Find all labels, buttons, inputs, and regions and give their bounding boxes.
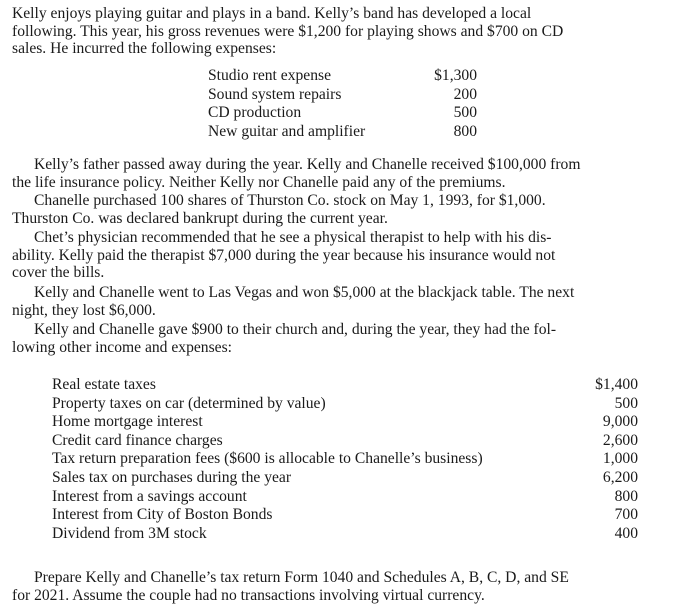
expense-amount: 500: [453, 104, 477, 122]
item-label: Interest from a savings account: [52, 487, 247, 505]
expense-label: Studio rent expense: [208, 67, 331, 84]
item-amount: 6,200: [602, 468, 638, 486]
table-row: [52, 469, 638, 488]
item-label: Home mortgage interest: [52, 413, 203, 431]
item-amount: 400: [614, 524, 638, 542]
text-line: sales. He incurred the following expenses:: [12, 40, 277, 58]
item-amount: 500: [614, 394, 638, 412]
instruction-paragraph: [12, 569, 688, 604]
item-label: Interest from City of Boston Bonds: [52, 506, 273, 524]
text-line: lowing other income and expenses:: [12, 338, 232, 356]
item-amount: 2,600: [602, 431, 638, 449]
other-items-table: [52, 376, 638, 543]
item-amount: 9,000: [602, 413, 638, 431]
item-label: Real estate taxes: [52, 376, 156, 393]
stock-paragraph: [12, 192, 688, 227]
item-amount: 1,000: [602, 450, 638, 468]
table-row: [208, 123, 477, 142]
intro-paragraph: [12, 5, 688, 58]
church-paragraph: [12, 321, 688, 356]
text-line: Chet’s physician recommended that he see a physical therapist to help with his dis-: [34, 229, 552, 246]
vegas-paragraph: [12, 284, 688, 319]
item-amount: 700: [614, 506, 638, 524]
text-line: Kelly and Chanelle gave $900 to their church and, during the year, they had the fol-: [34, 321, 557, 338]
expense-amount: 200: [453, 85, 477, 103]
table-row: [52, 395, 638, 414]
text-line: night, they lost $6,000.: [12, 301, 156, 319]
text-line: ability. Kelly paid the therapist $7,000 during the year because his insurance would not: [12, 246, 556, 264]
text-line: Kelly enjoys playing guitar and plays in a band. Kelly’s band has developed a local: [12, 5, 532, 22]
expense-label: New guitar and amplifier: [208, 122, 366, 140]
table-row: [52, 488, 638, 507]
table-row: [52, 432, 638, 451]
expense-amount: $1,300: [434, 67, 477, 84]
text-line: Kelly’s father passed away during the year. Kelly and Chanelle received $100,000 from: [34, 156, 581, 173]
expense-label: CD production: [208, 104, 302, 122]
table-row: [52, 506, 638, 525]
table-row: [52, 413, 638, 432]
text-line: cover the bills.: [12, 264, 105, 282]
table-row: [208, 67, 477, 86]
expense-label: Sound system repairs: [208, 85, 342, 103]
item-label: Tax return preparation fees ($600 is allocable to Chanelle’s business): [52, 450, 483, 468]
text-line: the life insurance policy. Neither Kelly nor Chanelle paid any of the premiums.: [12, 173, 506, 191]
table-row: [52, 525, 638, 544]
text-line: for 2021. Assume the couple had no transactions involving virtual currency.: [12, 586, 485, 604]
text-line: Kelly and Chanelle went to Las Vegas and won $5,000 at the blackjack table. The next: [34, 284, 575, 301]
text-line: Prepare Kelly and Chanelle’s tax return Form 1040 and Schedules A, B, C, D, and SE: [34, 569, 569, 586]
table-row: [208, 104, 477, 123]
physician-paragraph: [12, 229, 688, 282]
expense-amount: 800: [453, 122, 477, 140]
text-line: Chanelle purchased 100 shares of Thurston Co. stock on May 1, 1993, for $1,000.: [34, 192, 546, 209]
item-amount: $1,400: [595, 376, 638, 393]
item-label: Sales tax on purchases during the year: [52, 468, 292, 486]
table-row: [52, 376, 638, 395]
item-label: Dividend from 3M stock: [52, 524, 207, 542]
item-label: Credit card finance charges: [52, 431, 223, 449]
text-line: Thurston Co. was declared bankrupt during the current year.: [12, 209, 388, 227]
item-label: Property taxes on car (determined by value): [52, 394, 326, 412]
band-expenses-table: [208, 67, 477, 141]
item-amount: 800: [614, 487, 638, 505]
table-row: [52, 450, 638, 469]
text-line: following. This year, his gross revenues were $1,200 for playing shows and $700 on CD: [12, 22, 564, 40]
table-row: [208, 86, 477, 105]
father-paragraph: [12, 156, 688, 191]
